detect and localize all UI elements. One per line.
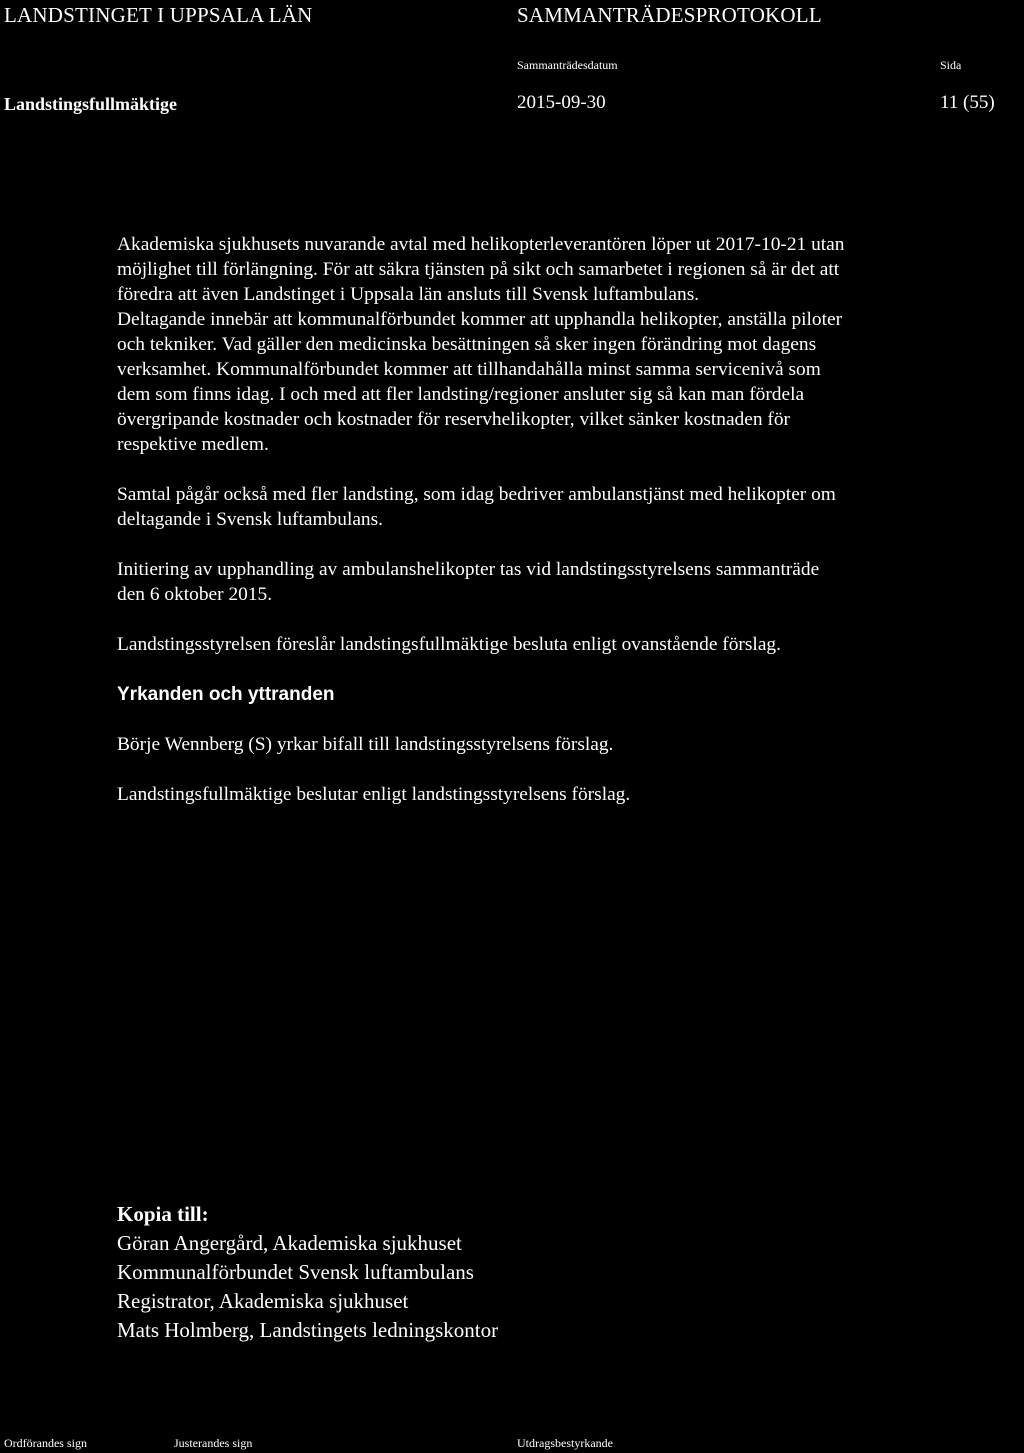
- text-line: den 6 oktober 2015.: [117, 584, 273, 605]
- section-heading: Yrkanden och yttranden: [117, 684, 335, 705]
- text-line: respektive medlem.: [117, 434, 269, 455]
- text-line: föredra att även Landstinget i Uppsala län ansluts till Svensk luftambulans.: [117, 284, 700, 305]
- decision-text: Landstingsfullmäktige beslutar enligt landstingsstyrelsens förslag.: [117, 784, 631, 805]
- page-number: 11 (55): [940, 92, 995, 113]
- document-type: SAMMANTRÄDESPROTOKOLL: [517, 3, 822, 27]
- text-line: övergripande kostnader och kostnader för reservhelikopter, vilket sänker kostnaden för: [117, 409, 791, 430]
- recipient: Kommunalförbundet Svensk luftambulans: [117, 1260, 474, 1284]
- meeting-date: 2015-09-30: [517, 92, 606, 113]
- organization-name: LANDSTINGET I UPPSALA LÄN: [4, 3, 313, 27]
- chair-signature-label: Ordförandes sign: [4, 1436, 87, 1450]
- copy-to-section: [117, 1200, 498, 1345]
- text-line: Akademiska sjukhusets nuvarande avtal med helikopterleverantören löper ut 2017-10-21 utan: [117, 234, 845, 255]
- text-line: deltagande i Svensk luftambulans.: [117, 509, 384, 530]
- text-line: Deltagande innebär att kommunalförbundet kommer att upphandla helikopter, anställa piloter: [117, 309, 843, 330]
- certified-extract-label: Utdragsbestyrkande: [517, 1436, 613, 1450]
- paragraph-proposal: Landstingsstyrelsen föreslår landstingsfullmäktige besluta enligt ovanstående förslag.: [117, 634, 781, 655]
- document-body: [117, 232, 1022, 807]
- copy-to-label: Kopia till:: [117, 1202, 209, 1226]
- motion-text: Börje Wennberg (S) yrkar bifall till landstingsstyrelsens förslag.: [117, 734, 614, 755]
- paragraph-other-councils: [117, 482, 1022, 532]
- recipient: Mats Holmberg, Landstingets ledningskontor: [117, 1318, 499, 1342]
- paragraph-background: [117, 232, 1022, 457]
- adjuster-signature-label: Justerandes sign: [174, 1436, 253, 1450]
- text-line: Initiering av upphandling av ambulanshelikopter tas vid landstingsstyrelsens sammanträde: [117, 559, 820, 580]
- text-line: Samtal pågår också med fler landsting, som idag bedriver ambulanstjänst med helikopter om: [117, 484, 836, 505]
- text-line: verksamhet. Kommunalförbundet kommer att tillhandahålla minst samma servicenivå som: [117, 359, 821, 380]
- text-line: dem som finns idag. I och med att fler landsting/regioner ansluter sig så kan man fördela: [117, 384, 805, 405]
- recipient: Göran Angergård, Akademiska sjukhuset: [117, 1231, 462, 1255]
- council-name: Landstingsfullmäktige: [4, 94, 178, 114]
- meeting-date-label: Sammanträdesdatum: [517, 58, 618, 72]
- recipient: Registrator, Akademiska sjukhuset: [117, 1289, 409, 1313]
- text-line: och tekniker. Vad gäller den medicinska besättningen så sker ingen förändring mot dagens: [117, 334, 817, 355]
- paragraph-procurement: [117, 557, 1022, 607]
- page-label: Sida: [940, 58, 962, 72]
- text-line: möjlighet till förlängning. För att säkra tjänsten på sikt och samarbetet i regionen så är det att: [117, 259, 840, 280]
